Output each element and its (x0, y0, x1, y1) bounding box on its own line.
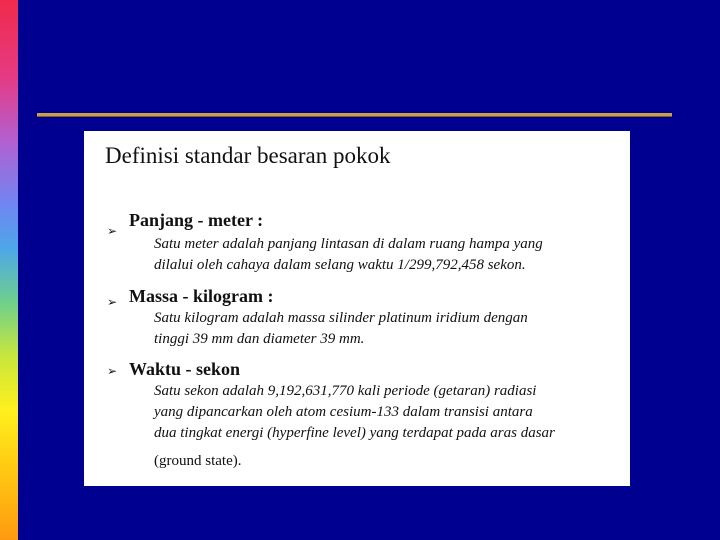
section-text-line: tinggi 39 mm dan diameter 39 mm. (154, 331, 365, 347)
bullet-arrow-icon: ➢ (107, 295, 118, 309)
title-divider-line (37, 113, 672, 117)
section-text-line: Satu sekon adalah 9,192,631,770 kali periode (getaran) radiasi (154, 383, 537, 399)
section-heading-panjang: Panjang - meter : (129, 210, 264, 230)
section-text-line: yang dipancarkan oleh atom cesium-133 dalam transisi antara (154, 404, 533, 420)
bullet-arrow-icon: ➢ (107, 364, 118, 378)
section-text-line: dilalui oleh cahaya dalam selang waktu 1/299,792,458 sekon. (154, 257, 526, 273)
section-text-line: (ground state). (154, 453, 242, 469)
gradient-side-bar (0, 0, 18, 540)
document-title: Definisi standar besaran pokok (105, 143, 391, 168)
bullet-arrow-icon: ➢ (107, 224, 118, 238)
section-heading-waktu: Waktu - sekon (129, 359, 241, 379)
section-text-line: dua tingkat energi (hyperfine level) yang terdapat pada aras dasar (154, 425, 555, 441)
scanned-document (84, 131, 630, 486)
section-heading-massa: Massa - kilogram : (129, 286, 274, 306)
section-text-line: Satu meter adalah panjang lintasan di dalam ruang hampa yang (154, 236, 543, 252)
section-text-line: Satu kilogram adalah massa silinder platinum iridium dengan (154, 310, 528, 326)
